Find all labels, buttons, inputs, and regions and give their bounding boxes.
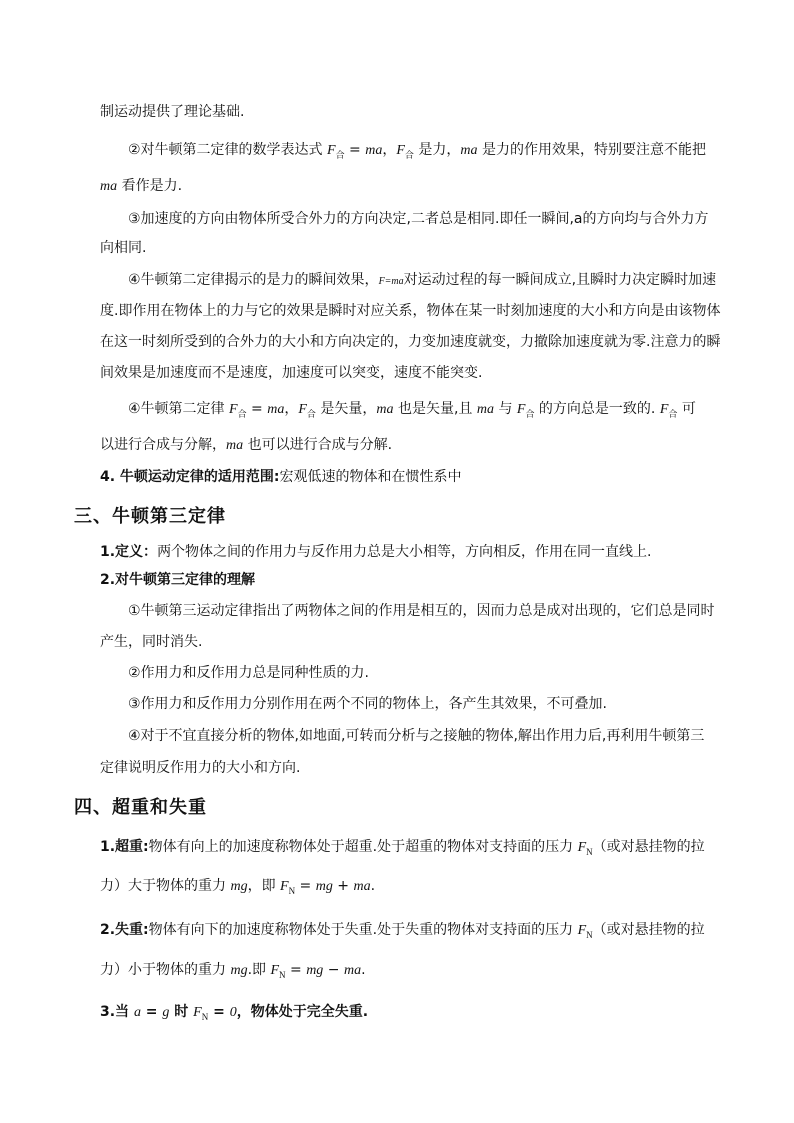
subsection-heading: 2.对牛顿第三定律的理解 <box>100 572 256 588</box>
paragraph-line: 3.当 a = g 时 $F_N = 0$，物体处于完全失重. <box>100 1004 369 1022</box>
paragraph-line: 定律说明反作用力的大小和方向. <box>100 760 301 776</box>
paragraph-line: ②作用力和反作用力总是同种性质的力. <box>128 665 369 681</box>
paragraph-line: ②对牛顿第二定律的数学表达式 $F_合$ = ma，$F_合$ 是力，ma 是力的作用效果，特别要注意不能把 <box>128 142 706 160</box>
paragraph-line: 间效果是加速度而不是速度，加速度可以突变，速度不能突变. <box>100 365 483 381</box>
paragraph-line: ④对于不宜直接分析的物体,如地面,可转而分析与之接触的物体,解出作用力后,再利用牛顿第三 <box>128 728 705 744</box>
paragraph-line: 制运动提供了理论基础. <box>100 104 245 120</box>
paragraph-line: 产生，同时消失. <box>100 634 203 650</box>
paragraph-line: ④牛顿第二定律 $F_合$ = ma，$F_合$ 是矢量，ma 也是矢量,且 ma 与 $F_合$ 的方向总是一致的. $F_合$ 可 <box>128 401 696 419</box>
paragraph-line: ma 看作是力. <box>100 178 183 194</box>
section-heading: 三、牛顿第三定律 <box>74 506 226 527</box>
paragraph-line: ③作用力和反作用力分别作用在两个不同的物体上，各产生其效果，不可叠加. <box>128 696 607 712</box>
paragraph-line: ①牛顿第三运动定律指出了两物体之间的作用是相互的，因而力总是成对出现的，它们总是同时 <box>128 603 715 619</box>
paragraph-line: 力）大于物体的重力 mg，即 $F_N$ = mg + ma. <box>100 878 376 896</box>
paragraph-line: 力）小于物体的重力 mg.即 $F_N$ = mg − ma. <box>100 962 366 980</box>
paragraph-line: ③加速度的方向由物体所受合外力的方向决定,二者总是相同.即任一瞬间,a的方向均与合外力方 <box>128 211 709 227</box>
paragraph-line: 1.超重:物体有向上的加速度称物体处于超重.处于超重的物体对支持面的压力 $F_N$（或对悬挂物的拉 <box>100 839 705 857</box>
paragraph-line: 度.即作用在物体上的力与它的效果是瞬时对应关系，物体在某一时刻加速度的大小和方向是由该物体 <box>100 303 721 319</box>
paragraph-line: 4. 牛顿运动定律的适用范围:宏观低速的物体和在惯性系中 <box>100 469 462 485</box>
paragraph-line: 2.失重:物体有向下的加速度称物体处于失重.处于失重的物体对支持面的压力 $F_N$（或对悬挂物的拉 <box>100 922 705 940</box>
section-heading: 四、超重和失重 <box>74 797 207 818</box>
paragraph-line: 以进行合成与分解，ma 也可以进行合成与分解. <box>100 437 393 453</box>
paragraph-line: 1.定义：两个物体之间的作用力与反作用力总是大小相等，方向相反，作用在同一直线上. <box>100 544 652 560</box>
paragraph-line: 在这一时刻所受到的合外力的大小和方向决定的，力变加速度就变，力撤除加速度就为零.注意力的瞬 <box>100 334 721 350</box>
paragraph-line: ④牛顿第二定律揭示的是力的瞬间效果，F=ma对运动过程的每一瞬间成立,且瞬时力决定瞬时加速 <box>128 272 717 288</box>
paragraph-line: 向相同. <box>100 240 147 256</box>
